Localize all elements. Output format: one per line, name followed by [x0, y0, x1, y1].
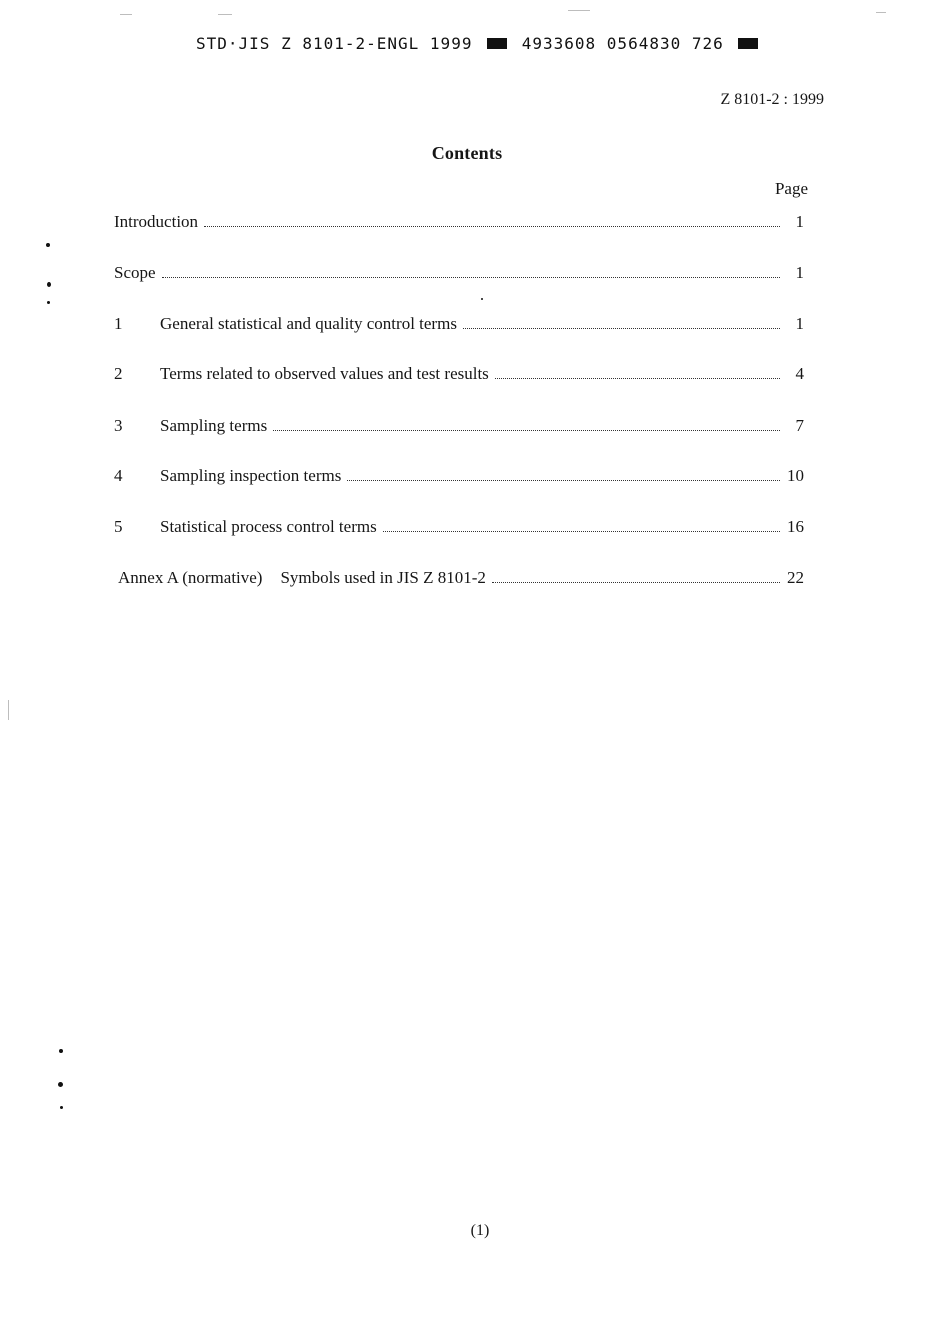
toc-entry-section-3[interactable]: [114, 412, 808, 436]
dot-leader: [383, 531, 780, 532]
toc-entry-page: 1: [795, 263, 804, 282]
scan-artifact: [120, 14, 132, 15]
scan-artifact: [218, 14, 232, 15]
toc-entry-title: Statistical process control terms: [160, 517, 377, 536]
scan-speck: [46, 243, 50, 247]
dot-leader: [204, 226, 780, 227]
scan-speck: [60, 1106, 63, 1109]
toc-entry-number: 5: [114, 517, 123, 536]
stamp-text-right: 4933608 0564830 726: [521, 34, 724, 53]
scan-artifact: [876, 12, 886, 13]
dot-leader: [495, 378, 780, 379]
toc-entry-page: 16: [787, 517, 804, 536]
stamp-block-mark: [487, 38, 507, 49]
toc-entry-title: Introduction: [114, 212, 199, 231]
toc-entry-page: 1: [795, 314, 804, 333]
toc-entry-introduction[interactable]: [114, 208, 808, 232]
toc-entry-page: 7: [795, 416, 804, 435]
contents-title: Contents: [431, 143, 503, 163]
page-column-heading: Page: [774, 179, 808, 198]
toc-entry-number: 3: [114, 416, 123, 435]
scan-speck: [58, 1082, 63, 1087]
toc-entry-number: 2: [114, 364, 123, 383]
toc-entry-section-4[interactable]: [114, 462, 808, 486]
toc-entry-title: Sampling inspection terms: [160, 466, 342, 485]
toc-entry-scope[interactable]: [114, 259, 808, 283]
scan-speck: [481, 298, 483, 300]
dot-leader: [347, 480, 780, 481]
annex-label: Annex A (normative): [118, 568, 263, 587]
dot-leader: [162, 277, 780, 278]
scan-artifact: [568, 10, 590, 11]
toc-entry-annex-a[interactable]: [118, 564, 808, 588]
toc-entry-title: Scope: [114, 263, 156, 282]
toc-entry-page: 10: [787, 466, 804, 485]
toc-entry-page: 22: [787, 568, 804, 587]
toc-entry-title: Terms related to observed values and test results: [160, 364, 489, 383]
toc-entry-title: General statistical and quality control terms: [160, 314, 457, 333]
dot-leader: [463, 328, 780, 329]
dot-leader: [492, 582, 780, 583]
stamp-text-left: STD·JIS Z 8101-2-ENGL 1999: [196, 34, 473, 53]
toc-entry-title: Sampling terms: [160, 416, 268, 435]
stamp-block-mark: [738, 38, 758, 49]
catalog-stamp: [196, 34, 762, 53]
scan-speck: [47, 301, 50, 304]
scan-speck: [47, 282, 51, 287]
toc-entry-section-5[interactable]: [114, 513, 808, 537]
toc-entry-number: 4: [114, 466, 123, 485]
scan-artifact: [8, 700, 9, 720]
toc-entry-title: Symbols used in JIS Z 8101-2: [280, 568, 486, 587]
toc-entry-section-2[interactable]: [114, 360, 808, 384]
toc-entry-number: 1: [114, 314, 123, 333]
document-id: Z 8101-2 : 1999: [720, 91, 824, 108]
scan-speck: [59, 1049, 63, 1053]
page-number: (1): [470, 1222, 490, 1239]
toc-entry-section-1[interactable]: [114, 310, 808, 334]
toc-entry-page: 4: [795, 364, 804, 383]
dot-leader: [273, 430, 780, 431]
toc-entry-page: 1: [795, 212, 804, 231]
